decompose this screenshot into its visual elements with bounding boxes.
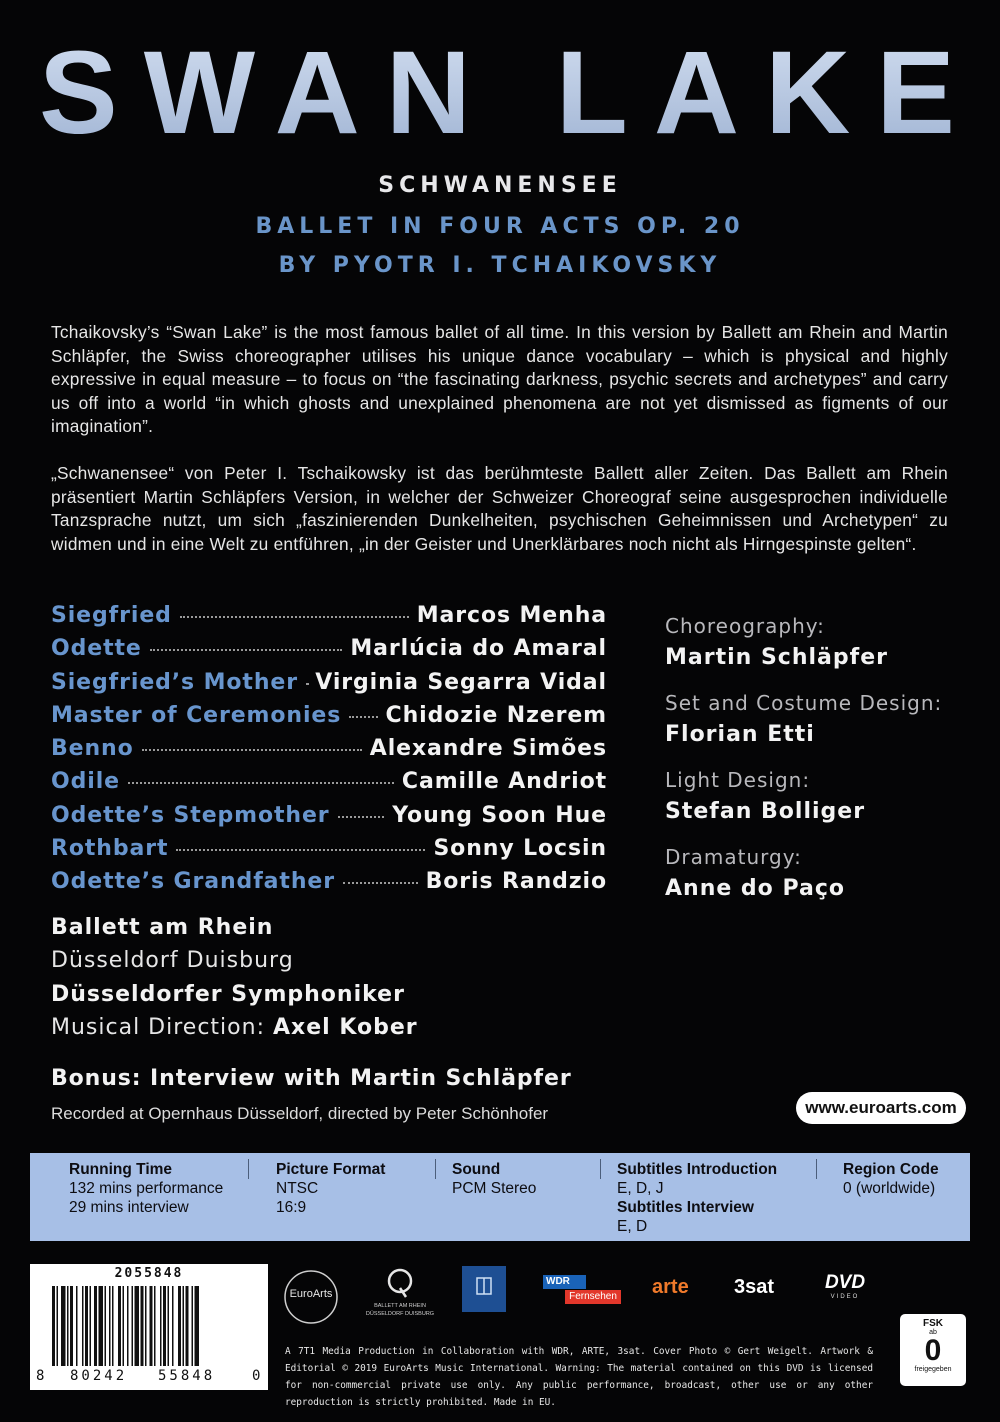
- spec-label: Picture Format: [276, 1161, 386, 1178]
- tech-specs-bar: [30, 1153, 970, 1241]
- spec-label: Region Code: [843, 1161, 939, 1178]
- leader-dots: [150, 648, 343, 651]
- cast-row: [51, 869, 607, 902]
- leader-dots: [343, 881, 418, 884]
- conductor-name: Axel Kober: [272, 1014, 418, 1040]
- leader-dots: [128, 781, 394, 784]
- spec-running-time: [69, 1160, 223, 1217]
- cast-dancer: Sonny Locsin: [433, 836, 607, 862]
- cast-row: [51, 603, 607, 636]
- spec-value: 0 (worldwide): [843, 1180, 936, 1197]
- barcode-digit-last: 0: [252, 1368, 264, 1384]
- cast-dancer: Virginia Segarra Vidal: [315, 669, 607, 695]
- cast-row: [51, 769, 607, 802]
- leader-dots: [349, 715, 377, 718]
- arte-logo: arte: [652, 1276, 689, 1298]
- euroarts-logo-text: EuroArts: [289, 1288, 333, 1300]
- credit-name: Anne do Paço: [665, 876, 845, 901]
- spec-label: Subtitles Introduction: [617, 1161, 778, 1178]
- spec-value: 29 mins interview: [69, 1199, 189, 1216]
- spec-label: Sound: [452, 1161, 501, 1178]
- spec-value: E, D, J: [617, 1180, 664, 1197]
- company-block: [51, 915, 418, 1048]
- recorded-note: Recorded at Opernhaus Düsseldorf, directed by Peter Schönhofer: [51, 1104, 549, 1123]
- company-cities: Düsseldorf Duisburg: [51, 948, 294, 974]
- credit-label: Dramaturgy:: [665, 845, 802, 869]
- spec-value: E, D: [617, 1218, 648, 1235]
- cast-row: [51, 703, 607, 736]
- cast-role: Odette’s Grandfather: [51, 869, 335, 895]
- spec-sound: [452, 1160, 536, 1198]
- cast-role: Master of Ceremonies: [51, 702, 342, 728]
- leader-dots: [338, 815, 385, 818]
- credit-label: Set and Costume Design:: [665, 691, 943, 715]
- musical-direction-label: Musical Direction:: [51, 1014, 265, 1040]
- dvd-logo-subtext: VIDEO: [830, 1294, 860, 1300]
- dvd-logo-text: DVD: [824, 1272, 866, 1293]
- cast-row: [51, 670, 607, 703]
- cast-row: [51, 836, 607, 869]
- description-english: Tchaikovsky’s “Swan Lake” is the most famous ballet of all time. In this version by Ballett am Rhein and Martin Schläpfer, the Swiss choreographer utilises his unique dance vocabulary – which is physical and highly expressive in equal measure – to focus on “the fascinating darkness, psychic secrets and archetypes” and carry us off into a world “in which ghosts and unexplained phenomena are not yet dismissed as figments of our imagination”.: [51, 322, 948, 437]
- cast-list: [51, 603, 607, 903]
- cast-role: Siegfried’s Mother: [51, 669, 298, 695]
- leader-dots: [142, 748, 362, 751]
- cast-role: Odile: [51, 769, 120, 795]
- euroarts-logo: [282, 1268, 340, 1326]
- spec-value: 132 mins performance: [69, 1180, 224, 1197]
- credit-name: Martin Schläpfer: [665, 645, 888, 670]
- 7t1-media-logo: [462, 1266, 506, 1312]
- cast-dancer: Boris Randzio: [425, 869, 607, 895]
- musical-direction: [51, 1015, 418, 1048]
- ballett-logo-line-1: BALLETT AM RHEIN: [374, 1303, 426, 1309]
- orchestra-name: Düsseldorfer Symphoniker: [51, 981, 405, 1007]
- barcode-top-number: 2055848: [114, 1266, 184, 1281]
- cast-row: [51, 636, 607, 669]
- cast-dancer: Camille Andriot: [401, 769, 607, 795]
- wdr-logo-subtext: Fernsehen: [565, 1290, 621, 1304]
- spec-picture-format: [276, 1160, 385, 1217]
- fsk-bottom-label: freigegeben: [914, 1366, 952, 1373]
- spec-separator: [816, 1159, 817, 1179]
- credit-name: Stefan Bolliger: [665, 799, 866, 824]
- barcode-group-2: 55848: [158, 1368, 216, 1384]
- barcode-bars: [52, 1286, 248, 1366]
- cast-role: Rothbart: [51, 836, 169, 862]
- dvd-video-logo: [820, 1272, 870, 1306]
- ballett-logo-line-2: DÜSSELDORF DUISBURG: [365, 1311, 435, 1317]
- cast-dancer: Marlúcia do Amaral: [350, 636, 607, 662]
- leader-dots: [306, 682, 307, 685]
- credit-label: Choreography:: [665, 614, 825, 638]
- company-name: Ballett am Rhein: [51, 915, 274, 940]
- spec-value: NTSC: [276, 1180, 319, 1197]
- fsk-label: FSK: [923, 1318, 943, 1329]
- spec-value: 16:9: [276, 1199, 307, 1216]
- wdr-logo: [543, 1275, 621, 1305]
- german-title: SCHWANENSEE: [378, 173, 622, 198]
- credit-label: Light Design:: [665, 768, 811, 792]
- cast-dancer: Alexandre Simões: [369, 736, 607, 762]
- spec-label: Subtitles Interview: [617, 1199, 754, 1216]
- ballett-am-rhein-logo: [362, 1266, 438, 1326]
- spec-label: Running Time: [69, 1161, 173, 1178]
- spec-value: PCM Stereo: [452, 1180, 537, 1197]
- cast-dancer: Marcos Menha: [416, 603, 607, 628]
- spec-separator: [435, 1159, 436, 1179]
- bonus-text: Bonus: Interview with Martin Schläpfer: [51, 1066, 572, 1091]
- spec-region: [843, 1160, 939, 1198]
- subtitle-line-2: BY PYOTR I. TCHAIKOVSKY: [278, 253, 722, 278]
- cast-row: [51, 736, 607, 769]
- cast-role: Odette’s Stepmother: [51, 802, 330, 828]
- cast-role: Benno: [51, 736, 134, 762]
- cast-dancer: Young Soon Hue: [392, 802, 607, 828]
- title: SWAN LAKE: [0, 28, 1000, 158]
- leader-dots: [176, 848, 425, 851]
- fsk-ab: ab: [929, 1329, 937, 1336]
- cast-row: [51, 803, 607, 836]
- barcode-digit-first: 8: [36, 1368, 48, 1384]
- website-link[interactable]: www.euroarts.com: [796, 1092, 966, 1124]
- spec-separator: [248, 1159, 249, 1179]
- cast-dancer: Chidozie Nzerem: [385, 702, 607, 728]
- fsk-rating-badge: [900, 1314, 966, 1386]
- legal-notice: A 7T1 Media Production in Collaboration with WDR, ARTE, 3sat. Cover Photo © Gert Weigelt. Artwork & Editorial © 2019 EuroArts Music International. Warning: The material contained on this DVD is licensed for non-commercial private use only. Any public performance, broadcast, other use or any other reproduction is strictly prohibited. Made in EU.: [285, 1346, 873, 1408]
- credit-name: Florian Etti: [665, 722, 815, 747]
- spec-subtitles: [617, 1160, 777, 1236]
- cast-role: Siegfried: [51, 603, 172, 628]
- spec-separator: [600, 1159, 601, 1179]
- subtitle-line-1: BALLET IN FOUR ACTS OP. 20: [255, 214, 745, 239]
- creative-credits: [665, 614, 965, 922]
- cast-role: Odette: [51, 636, 142, 662]
- barcode-group-1: 80242: [70, 1368, 128, 1384]
- barcode: [30, 1264, 268, 1390]
- 3sat-logo: 3sat: [734, 1276, 775, 1298]
- leader-dots: [180, 615, 409, 618]
- description-german: „Schwanensee“ von Peter I. Tschaikowsky ist das berühmteste Ballett aller Zeiten. Das Ballett am Rhein präsentiert Martin Schläpfers Version, in welcher der Schweizer Choreograf seine ausgesprochen individuelle Tanzsprache nutzt, um sich „faszinierenden Dunkelheiten, psychischen Geheimnissen und Archetypen“ zu widmen und in eine Welt zu entführen, „in der Geister und Unerklärbares noch nicht als Hirngespinste gelten“.: [51, 463, 948, 554]
- fsk-age: 0: [924, 1334, 942, 1367]
- wdr-logo-text: WDR: [543, 1275, 586, 1289]
